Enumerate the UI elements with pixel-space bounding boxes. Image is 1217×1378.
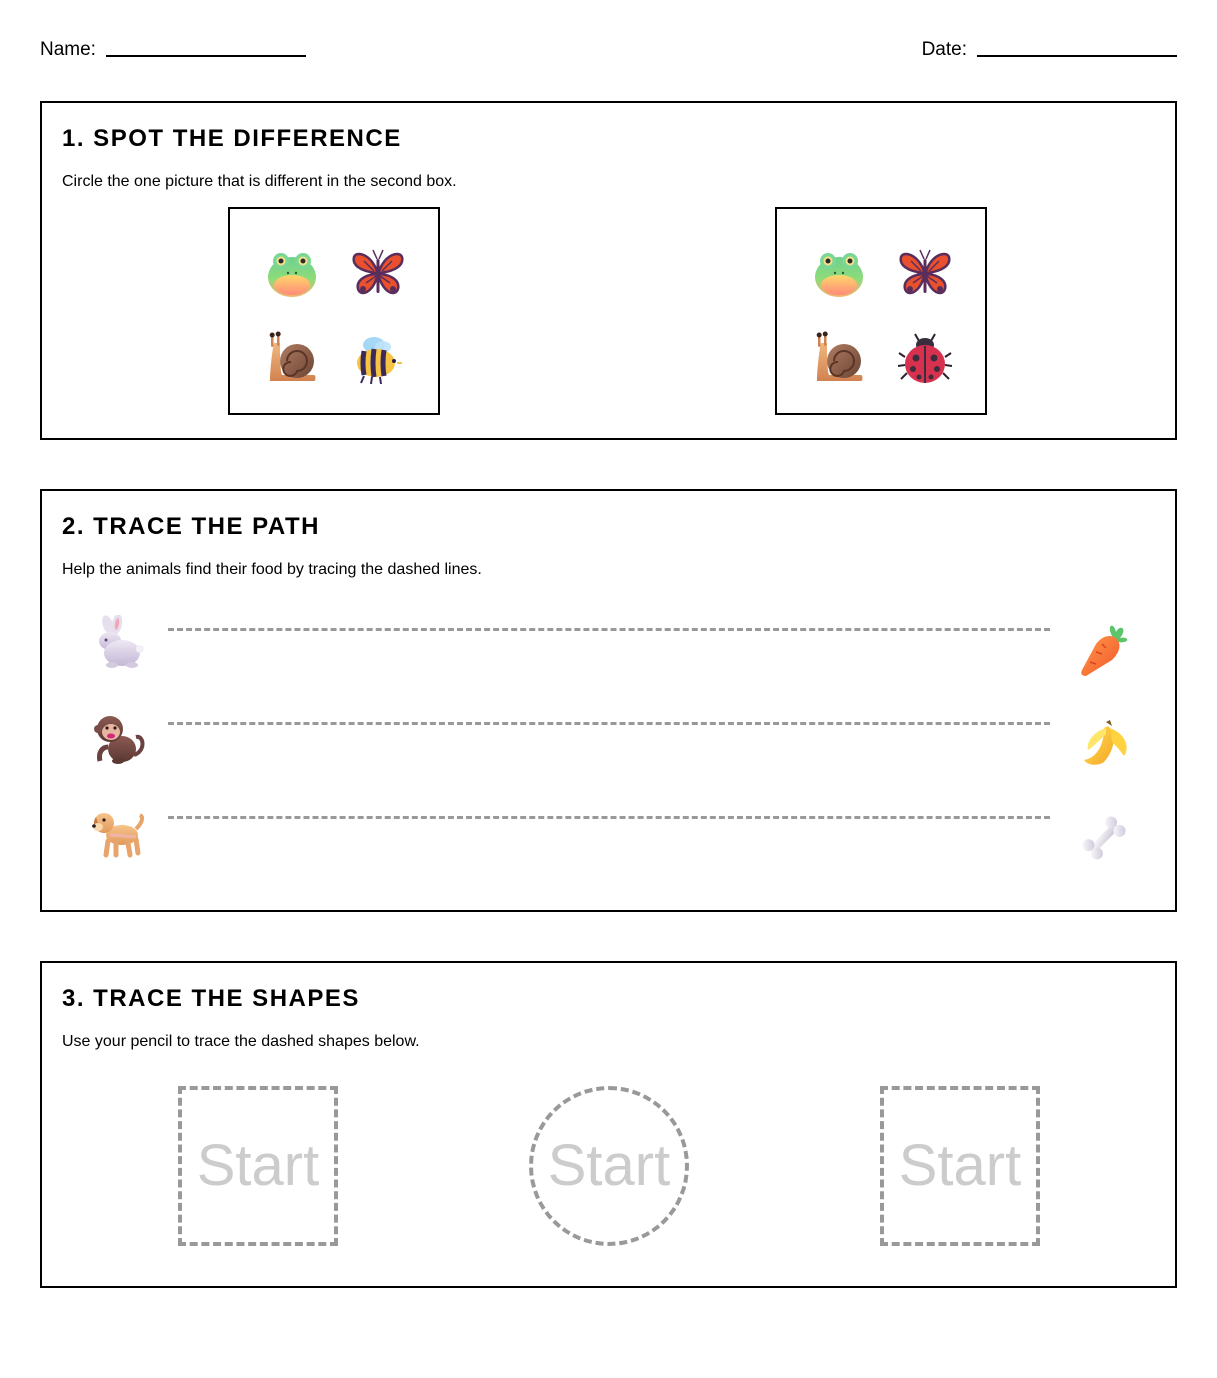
bee-icon [350, 331, 406, 387]
start-label: Start [547, 1133, 671, 1198]
butterfly-icon [897, 245, 953, 301]
trace-line [168, 816, 1050, 819]
section-instruction: Use your pencil to trace the dashed shapes below. [62, 1033, 420, 1050]
ladybug-icon [897, 331, 953, 387]
path-row-rabbit [42, 615, 1175, 675]
section-title: 1. SPOT THE DIFFERENCE [62, 125, 402, 152]
name-blank-line [106, 55, 306, 57]
trace-line [168, 722, 1050, 725]
butterfly-icon [350, 245, 406, 301]
frog-icon [811, 245, 867, 301]
section-title: 3. TRACE THE SHAPES [62, 985, 360, 1012]
section-title: 2. TRACE THE PATH [62, 513, 320, 540]
banana-icon [1076, 716, 1132, 772]
section-instruction: Circle the one picture that is different in the second box. [62, 173, 457, 190]
date-label: Date: [921, 39, 967, 60]
dashed-square-shape [880, 1086, 1040, 1246]
start-label: Start [898, 1133, 1022, 1198]
dog-icon [90, 803, 146, 859]
bone-icon [1076, 810, 1132, 866]
dashed-square-shape [178, 1086, 338, 1246]
frog-icon [264, 245, 320, 301]
rabbit-icon [90, 615, 146, 671]
worksheet-header [40, 38, 1177, 64]
picture-box-original [228, 207, 440, 415]
path-row-monkey [42, 709, 1175, 769]
monkey-icon [90, 709, 146, 765]
section-instruction: Help the animals find their food by tracing the dashed lines. [62, 561, 482, 578]
spot-the-difference-section [40, 101, 1177, 440]
trace-line [168, 628, 1050, 631]
date-blank-line [977, 55, 1177, 57]
dashed-circle-shape [529, 1086, 689, 1246]
carrot-icon [1076, 622, 1132, 678]
path-row-dog [42, 803, 1175, 863]
start-label: Start [196, 1133, 320, 1198]
trace-the-shapes-section [40, 961, 1177, 1288]
snail-icon [264, 331, 320, 387]
name-field [40, 38, 306, 62]
trace-the-path-section [40, 489, 1177, 912]
picture-box-changed [775, 207, 987, 415]
snail-icon [811, 331, 867, 387]
name-label: Name: [40, 39, 96, 60]
date-field [922, 38, 1177, 62]
